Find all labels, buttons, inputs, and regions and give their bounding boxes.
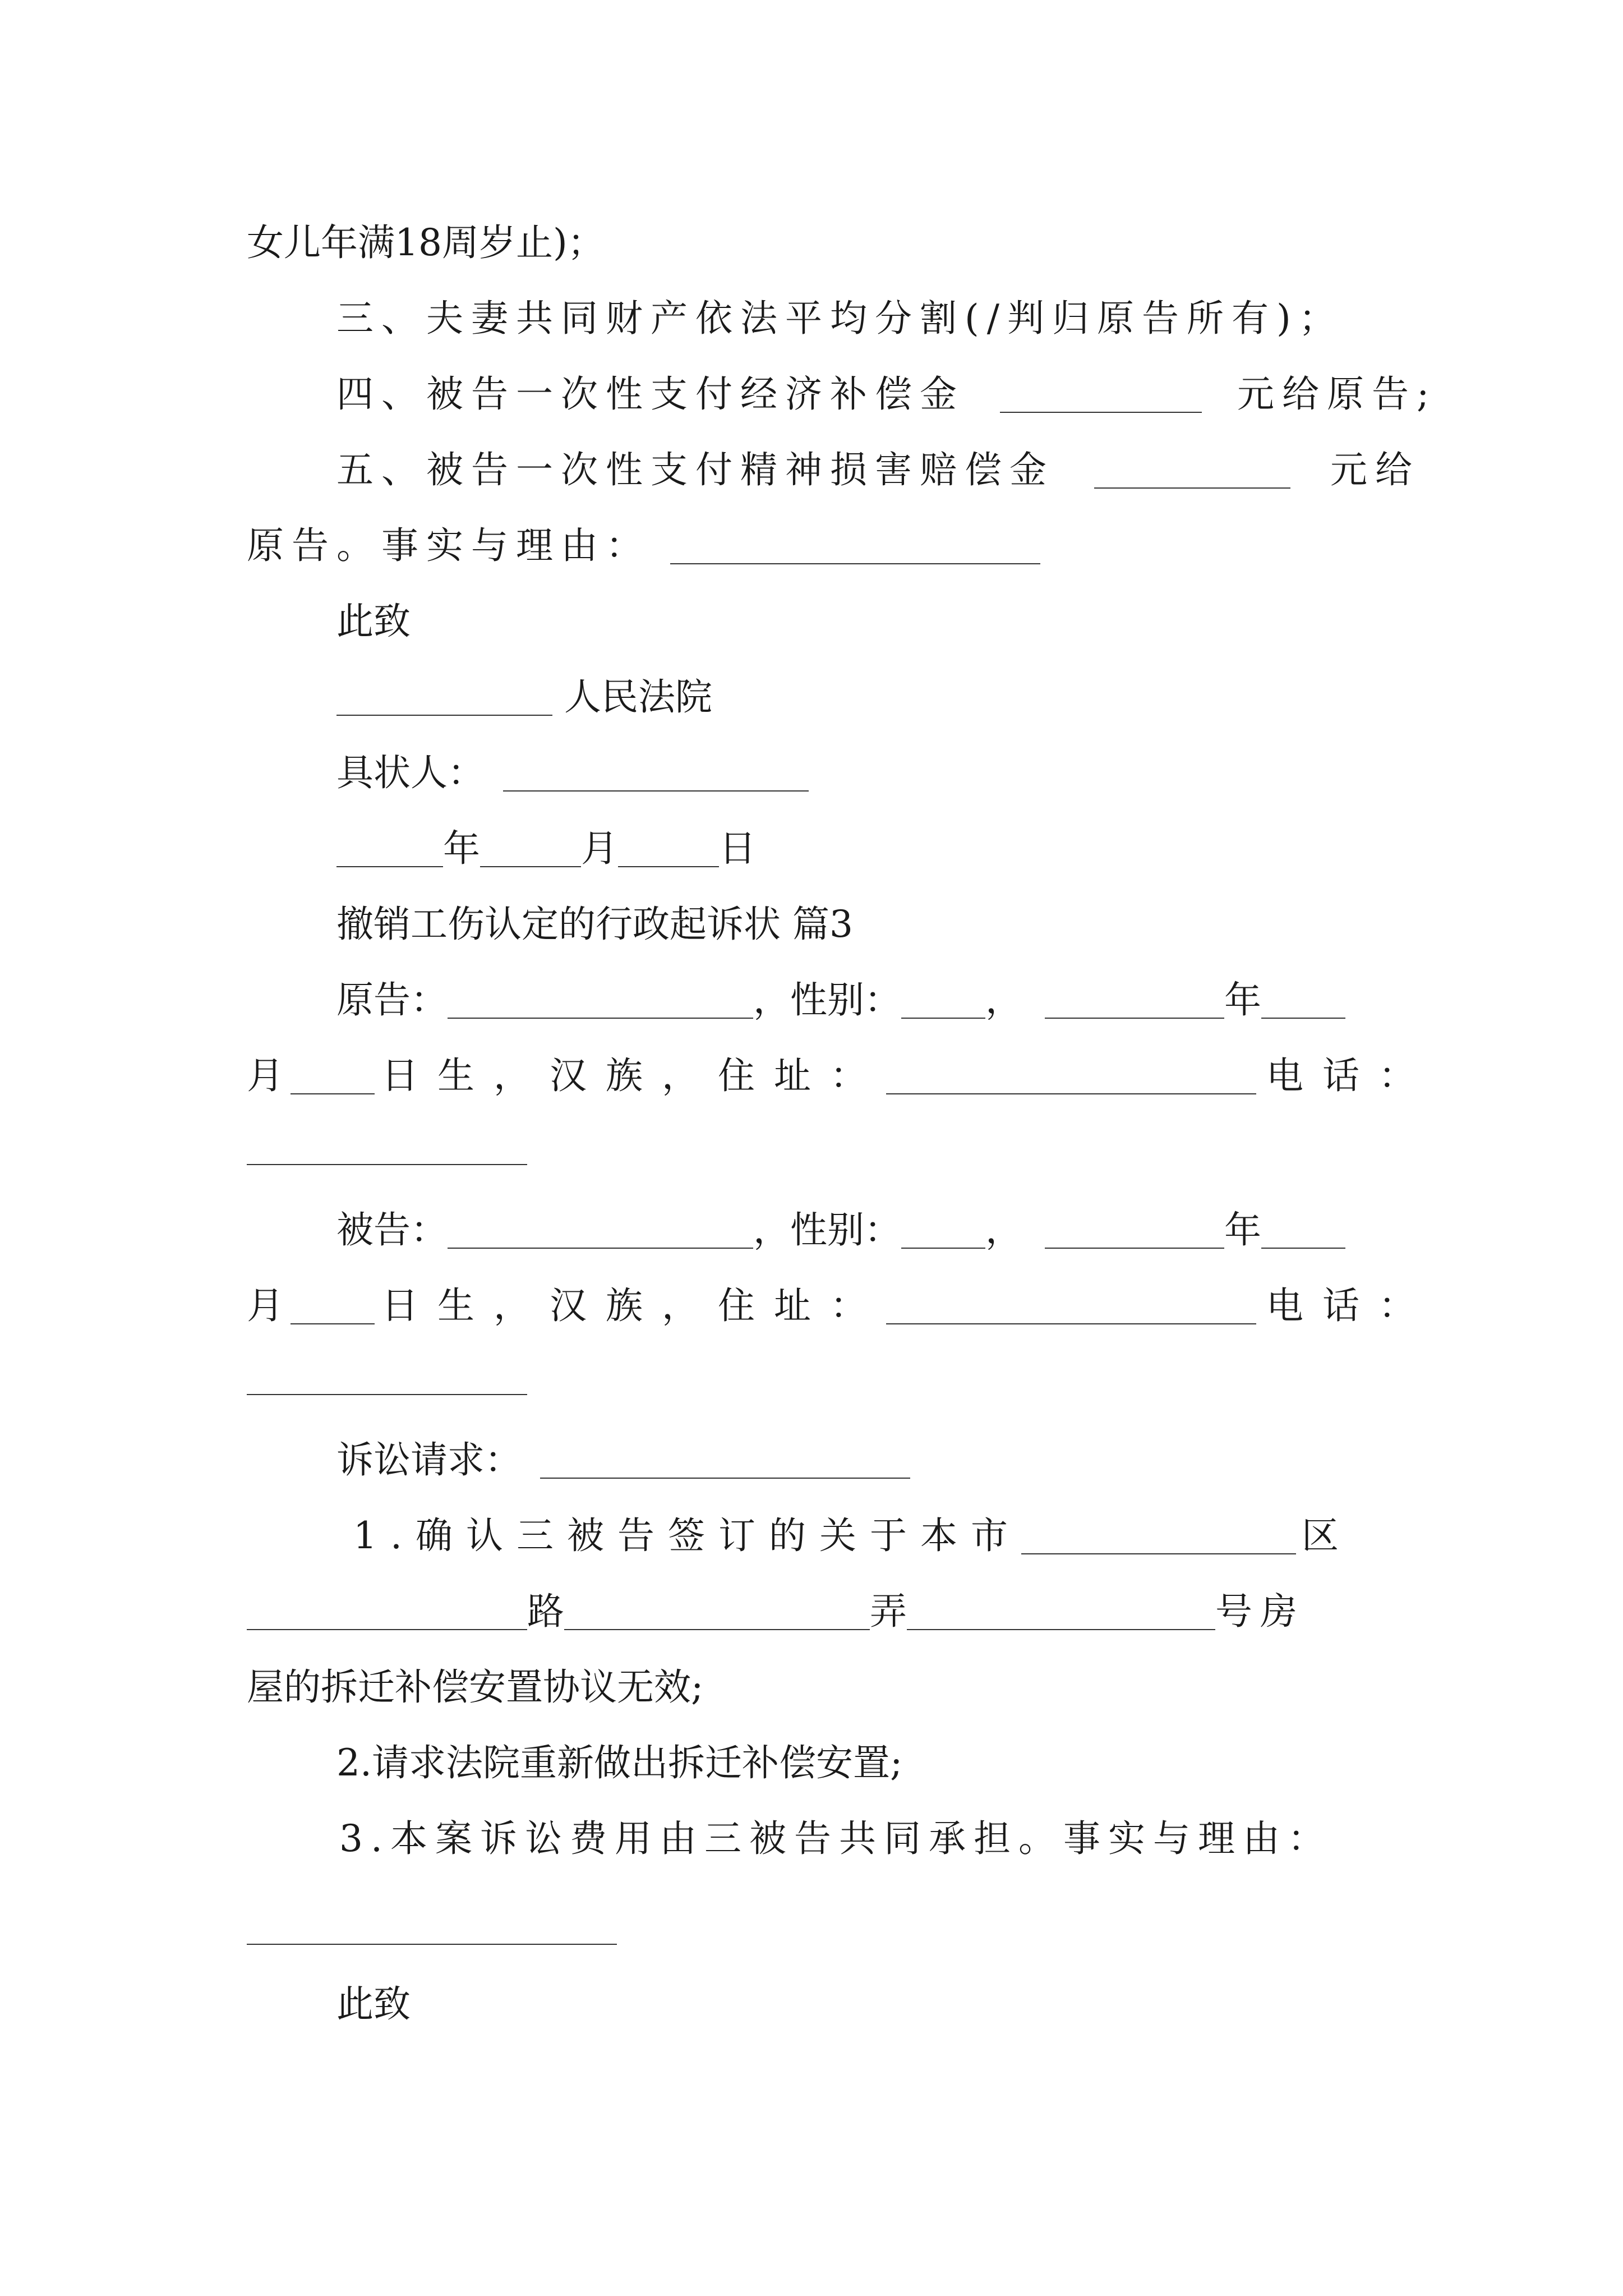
blank-name-field[interactable] — [448, 1213, 753, 1249]
blank-gender-field[interactable] — [901, 983, 985, 1019]
blank-month-field[interactable] — [1261, 1213, 1345, 1249]
blank-claims-field[interactable] — [540, 1443, 910, 1479]
text: 月 — [581, 827, 618, 870]
blank-road-field[interactable] — [564, 1594, 870, 1630]
line-daughter-age — [247, 221, 605, 264]
text: 日生，汉族，住址： — [381, 1054, 886, 1097]
blank-month-field[interactable] — [1261, 983, 1345, 1019]
blank-month-field[interactable] — [480, 831, 581, 867]
text: 被告： — [336, 1208, 448, 1251]
text: 女儿年满18周岁止)； — [247, 221, 605, 264]
defendant-address-line — [247, 1284, 1435, 1327]
text: 日生，汉族，住址： — [381, 1284, 886, 1327]
text: 四、被告一次性支付经济补偿金 — [336, 372, 965, 416]
claim-five-damages — [336, 448, 1420, 491]
court-line — [336, 675, 712, 719]
text: ，性别： — [753, 978, 901, 1022]
text: 元给 — [1330, 448, 1420, 491]
blank-address-field[interactable] — [886, 1289, 1256, 1324]
claim-one-line — [353, 1514, 1339, 1557]
text: 电话： — [1266, 1054, 1435, 1097]
blank-facts-field[interactable] — [247, 1944, 617, 1945]
text: 元给原告; — [1237, 372, 1437, 416]
closing-salutation — [336, 1982, 411, 2026]
text: 此致 — [336, 1982, 411, 2026]
text: 路 — [527, 1590, 564, 1633]
blank-day-field[interactable] — [291, 1059, 375, 1094]
blank-district-field[interactable] — [1021, 1519, 1296, 1554]
text: 月 — [247, 1054, 284, 1097]
salutation — [336, 600, 411, 643]
claim-one-address-line — [247, 1590, 1305, 1633]
blank-day-field[interactable] — [618, 831, 719, 867]
text: 此致 — [336, 600, 411, 643]
text: 撤销工伤认定的行政起诉状 篇3 — [336, 903, 853, 946]
blank-day-field[interactable] — [291, 1289, 375, 1324]
blank-phone-field[interactable] — [247, 1164, 527, 1165]
text: 具状人： — [336, 751, 485, 794]
text: 人民法院 — [564, 675, 712, 719]
blank-amount-field[interactable] — [1000, 377, 1202, 413]
text: 电话： — [1266, 1284, 1435, 1327]
blank-facts-field[interactable] — [670, 528, 1040, 564]
claim-two — [336, 1741, 903, 1784]
text: 日 — [719, 827, 756, 870]
text: 号房 — [1215, 1590, 1305, 1633]
claims-line — [336, 1438, 910, 1481]
facts-and-reasons-line — [247, 524, 1040, 567]
blank-signer-field[interactable] — [503, 756, 809, 792]
text: 2.请求法院重新做出拆迁补偿安置; — [336, 1741, 903, 1784]
plaintiff-line — [336, 978, 1345, 1022]
plaintiff-address-line — [247, 1054, 1435, 1097]
text: ，性别： — [753, 1208, 901, 1251]
text: 弄 — [870, 1590, 907, 1633]
blank-area-field[interactable] — [247, 1594, 527, 1630]
blank-court-field[interactable] — [336, 680, 552, 716]
blank-name-field[interactable] — [448, 983, 753, 1019]
signer-line — [336, 751, 809, 794]
text: 屋的拆迁补偿安置协议无效; — [247, 1665, 704, 1709]
blank-amount-field[interactable] — [1094, 453, 1290, 489]
blank-year-field[interactable] — [1045, 983, 1224, 1019]
blank-year-field[interactable] — [1045, 1213, 1224, 1249]
text: 原告： — [336, 978, 448, 1022]
blank-address-field[interactable] — [886, 1059, 1256, 1094]
blank-gender-field[interactable] — [901, 1213, 985, 1249]
date-line — [336, 827, 756, 870]
defendant-line — [336, 1208, 1345, 1251]
text: 月 — [247, 1284, 284, 1327]
blank-lane-field[interactable] — [907, 1594, 1215, 1630]
claim-three-property — [336, 297, 1344, 340]
text: 年 — [1224, 1208, 1261, 1251]
section-title — [336, 903, 853, 946]
blank-year-field[interactable] — [336, 831, 443, 867]
blank-phone-field[interactable] — [247, 1394, 527, 1395]
claim-three-costs — [339, 1817, 1332, 1860]
text: 3.本案诉讼费用由三被告共同承担。事实与理由： — [339, 1817, 1332, 1860]
text: 原告。事实与理由： — [247, 524, 651, 567]
text: 年 — [443, 827, 480, 870]
claim-four-compensation — [336, 372, 1437, 416]
text: 年 — [1224, 978, 1261, 1022]
text: 诉讼请求： — [336, 1438, 522, 1481]
text: ， — [985, 1208, 1022, 1251]
text: 区 — [1301, 1514, 1339, 1557]
claim-one-cont — [247, 1665, 704, 1709]
text: 三、夫妻共同财产依法平均分割(/判归原告所有)； — [336, 297, 1344, 340]
text: ， — [985, 978, 1022, 1022]
text: 1.确认三被告签订的关于本市 — [353, 1514, 1021, 1557]
text: 五、被告一次性支付精神损害赔偿金 — [336, 448, 1054, 491]
